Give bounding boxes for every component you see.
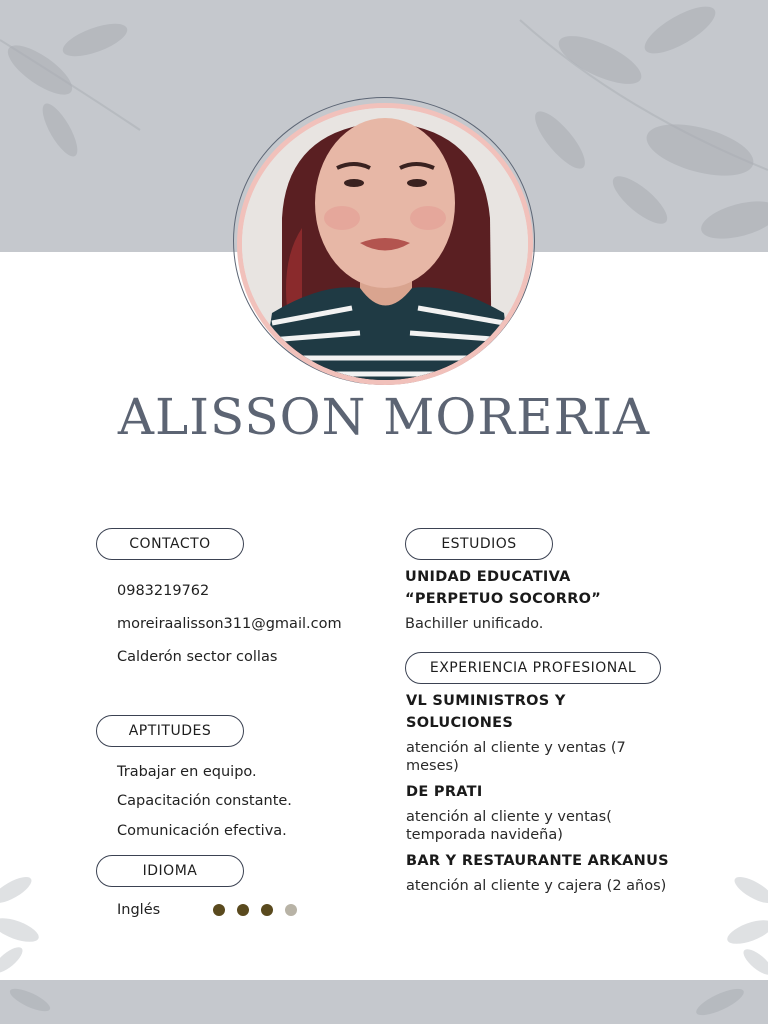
school-name-line1: UNIDAD EDUCATIVA xyxy=(405,569,571,585)
section-header-estudios: ESTUDIOS xyxy=(405,528,553,560)
contact-phone: 0983219762 xyxy=(117,583,210,599)
school-name-line2: “PERPETUO SOCORRO” xyxy=(405,591,602,607)
leaf-decoration-left xyxy=(0,860,60,980)
leaf-decoration-right xyxy=(706,860,768,980)
skill-item: Trabajar en equipo. xyxy=(117,764,257,780)
footer-background xyxy=(0,980,768,1024)
job-description: atención al cliente y ventas( xyxy=(406,809,612,825)
section-header-contacto: CONTACTO xyxy=(96,528,244,560)
section-header-aptitudes: APTITUDES xyxy=(96,715,244,747)
skill-item: Comunicación efectiva. xyxy=(117,823,287,839)
job-company: SOLUCIONES xyxy=(406,715,514,731)
job-company: VL SUMINISTROS Y xyxy=(406,693,566,709)
footer-leaf-decoration xyxy=(0,980,768,1024)
job-company: DE PRATI xyxy=(406,784,483,800)
contact-email: moreiraalisson311@gmail.com xyxy=(117,616,342,632)
job-company: BAR Y RESTAURANTE ARKANUS xyxy=(406,853,669,869)
job-description: meses) xyxy=(406,758,459,774)
level-dot-filled xyxy=(261,904,273,916)
skill-item: Capacitación constante. xyxy=(117,793,292,809)
level-dot-filled xyxy=(237,904,249,916)
section-header-experiencia: EXPERIENCIA PROFESIONAL xyxy=(405,652,661,684)
profile-photo xyxy=(237,103,533,385)
candidate-name: ALISSON MORERIA xyxy=(117,388,651,446)
job-description: temporada navideña) xyxy=(406,827,563,843)
section-header-idioma: IDIOMA xyxy=(96,855,244,887)
language-name: Inglés xyxy=(117,902,161,918)
level-dot-empty xyxy=(285,904,297,916)
contact-address: Calderón sector collas xyxy=(117,649,278,665)
level-dot-filled xyxy=(213,904,225,916)
job-description: atención al cliente y cajera (2 años) xyxy=(406,878,667,894)
job-description: atención al cliente y ventas (7 xyxy=(406,740,626,756)
degree: Bachiller unificado. xyxy=(405,616,544,632)
